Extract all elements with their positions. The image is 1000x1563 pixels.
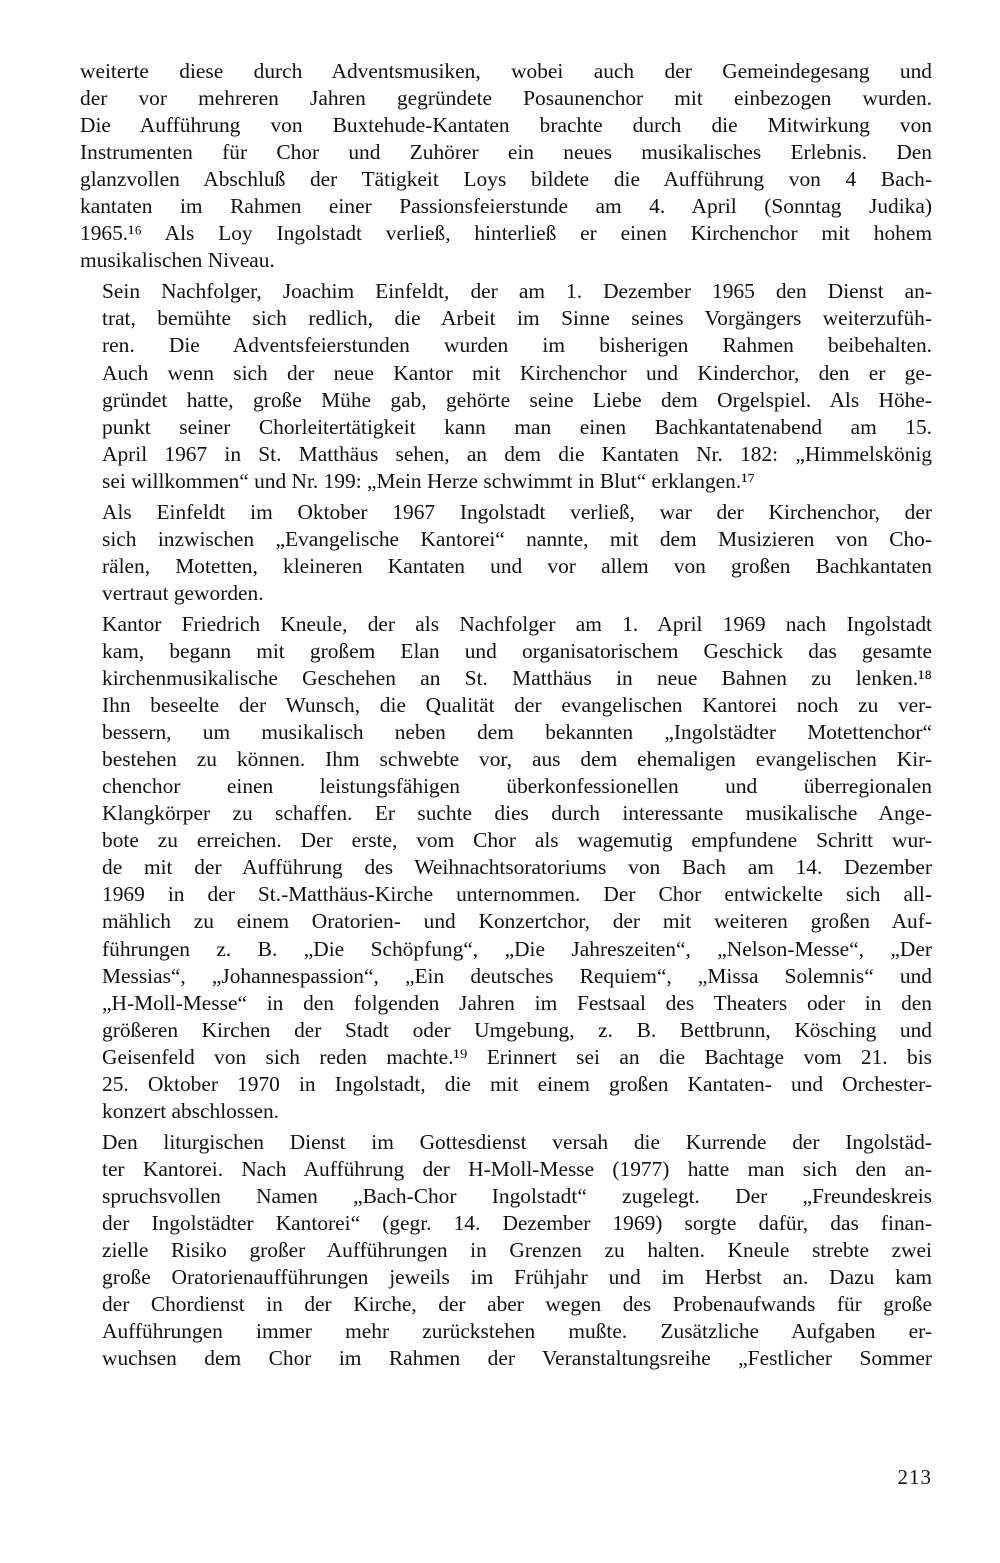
text-line: „H-Moll-Messe“ in den folgenden Jahren im Festsaal des Theaters oder in den [102,990,932,1015]
text-line: bestehen zu können. Ihm schwebte vor, aus dem ehemaligen evangelischen Kir- [102,747,932,772]
text-line: mählich zu einem Oratorien- und Konzertchor, der mit weiteren großen Auf- [102,909,932,934]
paragraph-2 [80,278,932,494]
text-line: trat, bemühte sich redlich, die Arbeit im Sinne seines Vorgängers weiterzufüh- [102,306,932,331]
text-line: bote zu erreichen. Der erste, vom Chor als wagemutig empfundene Schritt wur- [102,828,932,853]
paragraph-4 [80,611,932,1125]
text-line: sei willkommen“ und Nr. 199: „Mein Herze schwimmt in Blut“ erklangen.¹⁷ [102,468,756,493]
text-line: punkt seiner Chorleitertätigkeit kann man einen Bachkantatenabend am 15. [102,414,932,439]
text-line: führungen z. B. „Die Schöpfung“, „Die Jahreszeiten“, „Nelson-Messe“, „Der [102,936,932,961]
text-line: Kantor Friedrich Kneule, der als Nachfolger am 1. April 1969 nach Ingolstadt [102,611,932,636]
text-line: Klangkörper zu schaffen. Er suchte dies durch interessante musikalische Ange- [102,801,932,826]
text-line: spruchsvollen Namen „Bach-Chor Ingolstadt“ zugelegt. Der „Freundeskreis [102,1183,932,1208]
text-line: bessern, um musikalisch neben dem bekannten „Ingolstädter Motettenchor“ [102,720,932,745]
text-line: vertraut geworden. [102,580,264,605]
text-line: Den liturgischen Dienst im Gottesdienst versah die Kurrende der Ingolstäd- [102,1129,932,1154]
text-line: gründet hatte, große Mühe gab, gehörte seine Liebe dem Orgelspiel. Als Höhe- [102,387,932,412]
text-line: Aufführungen immer mehr zurückstehen mußte. Zusätzliche Aufgaben er- [102,1319,932,1344]
text-line: de mit der Aufführung des Weihnachtsoratoriums von Bach am 14. Dezember [102,855,932,880]
text-line: Die Aufführung von Buxtehude-Kantaten brachte durch die Mitwirkung von [80,113,932,138]
text-line: Geisenfeld von sich reden machte.¹⁹ Erinnert sei an die Bachtage vom 21. bis [102,1044,932,1069]
text-line: der Chordienst in der Kirche, der aber wegen des Probenaufwands für große [102,1292,932,1317]
text-line: ren. Die Adventsfeierstunden wurden im bisherigen Rahmen beibehalten. [102,333,932,358]
text-line: Sein Nachfolger, Joachim Einfeldt, der am 1. Dezember 1965 den Dienst an- [102,279,932,304]
paragraph-1 [80,58,932,274]
text-line: Messias“, „Johannespassion“, „Ein deutsches Requiem“, „Missa Solemnis“ und [102,963,932,988]
text-line: größeren Kirchen der Stadt oder Umgebung, z. B. Bettbrunn, Kösching und [102,1017,932,1042]
text-line: weiterte diese durch Adventsmusiken, wobei auch der Gemeindegesang und [80,59,932,83]
paragraph-3 [80,499,932,607]
text-line: kirchenmusikalische Geschehen an St. Matthäus in neue Bahnen zu lenken.¹⁸ [102,666,932,691]
text-line: Instrumenten für Chor und Zuhörer ein neues musikalisches Erlebnis. Den [80,140,932,165]
text-line: der vor mehreren Jahren gegründete Posaunenchor mit einbezogen wurden. [80,86,932,111]
text-line: sich inzwischen „Evangelische Kantorei“ nannte, mit dem Musizieren von Cho- [102,526,932,551]
text-line: chenchor einen leistungsfähigen überkonfessionellen und überregionalen [102,774,932,799]
text-line: April 1967 in St. Matthäus sehen, an dem die Kantaten Nr. 182: „Himmelskönig [102,441,932,466]
text-line: Als Einfeldt im Oktober 1967 Ingolstadt verließ, war der Kirchenchor, der [102,499,932,524]
text-line: rälen, Motetten, kleineren Kantaten und vor allem von großen Bachkantaten [102,553,932,578]
page-number: 213 [897,1465,932,1489]
paragraph-5 [80,1129,932,1372]
text-line: zielle Risiko großer Aufführungen in Grenzen zu halten. Kneule strebte zwei [102,1238,932,1263]
text-line: ter Kantorei. Nach Aufführung der H-Moll-Messe (1977) hatte man sich den an- [102,1156,932,1181]
text-line: glanzvollen Abschluß der Tätigkeit Loys bildete die Aufführung von 4 Bach- [80,167,932,192]
text-line: musikalischen Niveau. [80,248,275,273]
text-line: kantaten im Rahmen einer Passionsfeierstunde am 4. April (Sonntag Judika) [80,194,932,219]
text-line: Auch wenn sich der neue Kantor mit Kirchenchor und Kinderchor, den er ge- [102,360,932,385]
text-line: wuchsen dem Chor im Rahmen der Veranstaltungsreihe „Festlicher Sommer [102,1346,932,1371]
book-page-body [80,58,932,1376]
text-line: große Oratorienaufführungen jeweils im Frühjahr und im Herbst an. Dazu kam [102,1265,932,1290]
text-line: kam, begann mit großem Elan und organisatorischem Geschick das gesamte [102,638,932,663]
text-line: konzert abschlossen. [102,1098,280,1123]
text-line: 25. Oktober 1970 in Ingolstadt, die mit einem großen Kantaten- und Orchester- [102,1071,932,1096]
text-line: der Ingolstädter Kantorei“ (gegr. 14. Dezember 1969) sorgte dafür, das finan- [102,1210,932,1235]
text-line: 1969 in der St.-Matthäus-Kirche unternommen. Der Chor entwickelte sich all- [102,882,932,907]
text-line: 1965.¹⁶ Als Loy Ingolstadt verließ, hinterließ er einen Kirchenchor mit hohem [80,221,932,246]
text-line: Ihn beseelte der Wunsch, die Qualität der evangelischen Kantorei noch zu ver- [102,693,932,718]
